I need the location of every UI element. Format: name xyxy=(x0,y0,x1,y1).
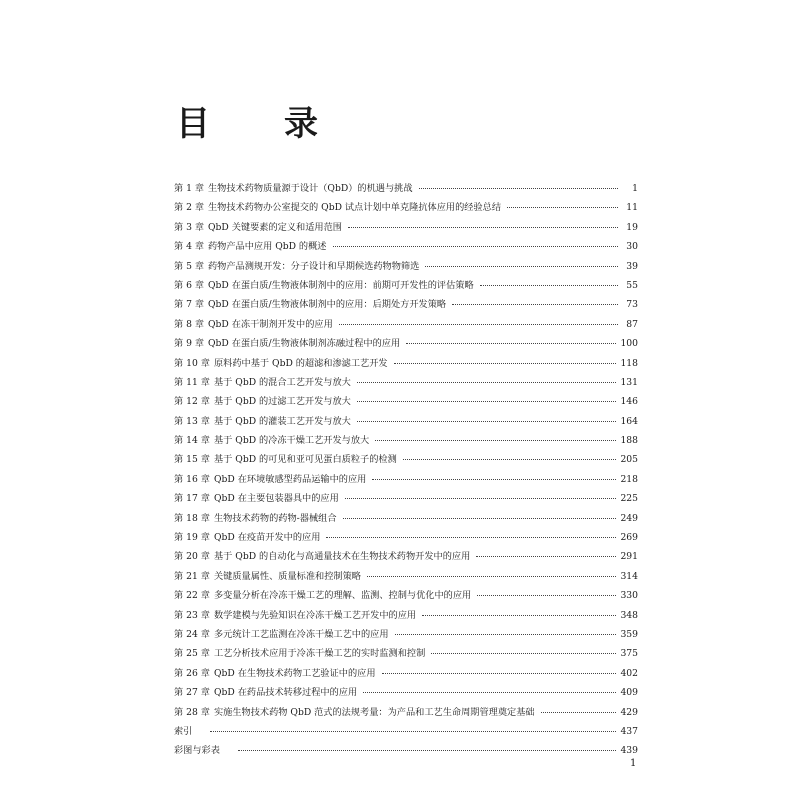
toc-page-number: 100 xyxy=(620,338,638,350)
toc-dot-leader xyxy=(367,576,616,577)
toc-dot-leader xyxy=(345,498,617,499)
toc-dot-leader xyxy=(419,188,618,189)
toc-page-number: 73 xyxy=(626,299,638,311)
toc-page-number: 11 xyxy=(626,202,638,214)
toc-chapter-title: 关键质量属性、质量标准和控制策略 xyxy=(214,570,361,582)
toc-dot-leader xyxy=(326,537,616,538)
toc-entry[interactable] xyxy=(174,432,638,451)
toc-page-number: 291 xyxy=(620,551,638,563)
toc-page-number: 359 xyxy=(620,628,638,640)
toc-chapter-title: QbD 在生物技术药物工艺验证中的应用 xyxy=(214,667,376,679)
toc-chapter-number: 第 11 章 xyxy=(174,376,210,388)
toc-entry[interactable] xyxy=(174,219,638,238)
toc-page-number: 30 xyxy=(626,241,638,253)
toc-chapter-number: 第 16 章 xyxy=(174,473,210,485)
toc-chapter-number: 第 19 章 xyxy=(174,532,210,544)
toc-entry[interactable] xyxy=(174,451,638,470)
toc-dot-leader xyxy=(357,401,617,402)
toc-chapter-title: 实施生物技术药物 QbD 范式的法规考量：为产品和工艺生命周期管理奠定基础 xyxy=(214,706,535,718)
toc-chapter-title: QbD 在蛋白质/生物液体制剂冻融过程中的应用 xyxy=(208,338,401,350)
toc-dot-leader xyxy=(348,227,618,228)
toc-chapter-title: 基于 QbD 的混合工艺开发与放大 xyxy=(214,376,351,388)
toc-entry[interactable] xyxy=(174,510,638,529)
toc-page-number: 218 xyxy=(620,473,638,485)
toc-chapter-title: QbD 在环境敏感型药品运输中的应用 xyxy=(214,473,367,485)
toc-chapter-number: 第 23 章 xyxy=(174,609,210,621)
toc-chapter-title: QbD 关键要素的定义和适用范围 xyxy=(208,221,342,233)
toc-chapter-number: 索引 xyxy=(174,725,193,737)
toc-dot-leader xyxy=(395,634,617,635)
toc-chapter-title: 基于 QbD 的过滤工艺开发与放大 xyxy=(214,396,351,408)
toc-dot-leader xyxy=(431,653,616,654)
toc-entry[interactable] xyxy=(174,665,638,684)
toc-dot-leader xyxy=(477,595,616,596)
toc-chapter-title: 生物技术药物的药物-器械组合 xyxy=(214,512,337,524)
toc-dot-leader xyxy=(541,712,617,713)
toc-page-number: 39 xyxy=(626,260,638,272)
toc-chapter-title: 数学建模与先验知识在冷冻干燥工艺开发中的应用 xyxy=(214,609,417,621)
toc-entry[interactable] xyxy=(174,471,638,490)
toc-page-number: 314 xyxy=(620,570,638,582)
toc-page-number: 225 xyxy=(620,493,638,505)
toc-chapter-title: 生物技术药物办公室提交的 QbD 试点计划中单克隆抗体应用的经验总结 xyxy=(208,202,502,214)
toc-entry[interactable] xyxy=(174,258,638,277)
toc-entry[interactable] xyxy=(174,180,638,199)
toc-entry[interactable] xyxy=(174,587,638,606)
toc-dot-leader xyxy=(403,459,617,460)
toc-chapter-number: 第 28 章 xyxy=(174,706,210,718)
toc-entry[interactable] xyxy=(174,626,638,645)
toc-page-number: 131 xyxy=(620,376,638,388)
toc-chapter-number: 第 25 章 xyxy=(174,648,210,660)
toc-entry[interactable] xyxy=(174,296,638,315)
toc-chapter-number: 第 10 章 xyxy=(174,357,210,369)
toc-chapter-number: 彩图与彩表 xyxy=(174,745,220,757)
toc-chapter-number: 第 21 章 xyxy=(174,570,210,582)
toc-chapter-number: 第 5 章 xyxy=(174,260,205,272)
toc-page-number: 437 xyxy=(620,725,638,737)
toc-chapter-number: 第 7 章 xyxy=(174,299,205,311)
toc-page-number: 429 xyxy=(620,706,638,718)
toc-page-number: 269 xyxy=(620,532,638,544)
toc-chapter-title: 药物产品测规开发：分子设计和早期候选药物物筛选 xyxy=(208,260,420,272)
toc-entry[interactable] xyxy=(174,316,638,335)
toc-dot-leader xyxy=(422,615,616,616)
toc-dot-leader xyxy=(375,440,616,441)
toc-entry[interactable] xyxy=(174,684,638,703)
page-number: 1 xyxy=(630,758,637,769)
toc-dot-leader xyxy=(394,363,617,364)
toc-entry[interactable] xyxy=(174,355,638,374)
toc-page-number: 1 xyxy=(632,183,638,194)
toc-page-number: 205 xyxy=(620,454,638,466)
toc-entry[interactable] xyxy=(174,742,638,761)
toc-entry[interactable] xyxy=(174,704,638,723)
toc-page-number: 188 xyxy=(620,435,638,447)
toc-chapter-title: 基于 QbD 的可见和亚可见蛋白质粒子的检测 xyxy=(214,454,397,466)
toc-entry[interactable] xyxy=(174,335,638,354)
toc-page-number: 409 xyxy=(620,687,638,699)
toc-chapter-number: 第 13 章 xyxy=(174,415,210,427)
toc-dot-leader xyxy=(210,731,616,732)
toc-chapter-number: 第 18 章 xyxy=(174,512,210,524)
toc-entry[interactable] xyxy=(174,199,638,218)
page-title: 目 录 xyxy=(176,104,338,144)
toc-dot-leader xyxy=(357,382,617,383)
toc-dot-leader xyxy=(507,207,618,208)
toc-entry[interactable] xyxy=(174,413,638,432)
toc-chapter-title: 多元统计工艺监测在冷冻干燥工艺中的应用 xyxy=(214,628,389,640)
toc-chapter-number: 第 6 章 xyxy=(174,279,205,291)
toc-chapter-title: 药物产品中应用 QbD 的概述 xyxy=(208,241,327,253)
toc-chapter-title: QbD 在蛋白质/生物液体制剂中的应用：后期处方开发策略 xyxy=(208,299,447,311)
toc-entry[interactable] xyxy=(174,529,638,548)
toc-chapter-number: 第 24 章 xyxy=(174,628,210,640)
toc-chapter-title: 基于 QbD 的灌装工艺开发与放大 xyxy=(214,415,351,427)
toc-chapter-number: 第 15 章 xyxy=(174,454,210,466)
toc-entry[interactable] xyxy=(174,548,638,567)
toc-chapter-title: QbD 在冻干制剂开发中的应用 xyxy=(208,318,333,330)
toc-chapter-title: 工艺分析技术应用于冷冻干燥工艺的实时监测和控制 xyxy=(214,648,426,660)
toc-chapter-title: 多变量分析在冷冻干燥工艺的理解、监测、控制与优化中的应用 xyxy=(214,590,472,602)
toc-chapter-title: QbD 在蛋白质/生物液体制剂中的应用：前期可开发性的评估策略 xyxy=(208,279,474,291)
toc-chapter-title: QbD 在疫苗开发中的应用 xyxy=(214,532,321,544)
toc-page-number: 164 xyxy=(620,415,638,427)
toc-dot-leader xyxy=(372,479,616,480)
toc-page-number: 249 xyxy=(620,512,638,524)
toc-page-number: 55 xyxy=(626,279,638,291)
toc-dot-leader xyxy=(382,673,617,674)
toc-page-number: 402 xyxy=(620,667,638,679)
toc-chapter-number: 第 26 章 xyxy=(174,667,210,679)
toc-entry[interactable] xyxy=(174,645,638,664)
toc-page-number: 87 xyxy=(626,318,638,330)
toc-dot-leader xyxy=(406,343,616,344)
toc-page-number: 348 xyxy=(620,609,638,621)
toc-chapter-number: 第 1 章 xyxy=(174,183,205,194)
toc-dot-leader xyxy=(476,556,616,557)
toc-dot-leader xyxy=(452,304,618,305)
toc-dot-leader xyxy=(343,518,617,519)
toc-page-number: 19 xyxy=(626,221,638,233)
toc-entry[interactable] xyxy=(174,238,638,257)
toc-entry[interactable] xyxy=(174,723,638,742)
toc-page-number: 375 xyxy=(620,648,638,660)
toc-dot-leader xyxy=(480,285,618,286)
toc-page-number: 439 xyxy=(620,745,638,757)
toc-chapter-title: 基于 QbD 的冷冻干燥工艺开发与放大 xyxy=(214,435,370,447)
toc-chapter-number: 第 8 章 xyxy=(174,318,205,330)
toc-chapter-number: 第 20 章 xyxy=(174,551,210,563)
toc-entry[interactable] xyxy=(174,277,638,296)
toc-chapter-title: QbD 在主要包装器具中的应用 xyxy=(214,493,339,505)
toc-dot-leader xyxy=(333,246,619,247)
toc-chapter-number: 第 17 章 xyxy=(174,493,210,505)
toc-page-number: 118 xyxy=(620,357,638,369)
toc-page-number: 330 xyxy=(620,590,638,602)
toc-dot-leader xyxy=(363,692,616,693)
toc-chapter-title: 原料药中基于 QbD 的超滤和渗滤工艺开发 xyxy=(214,357,388,369)
toc-page-number: 146 xyxy=(620,396,638,408)
toc-chapter-number: 第 22 章 xyxy=(174,590,210,602)
toc-chapter-number: 第 2 章 xyxy=(174,202,205,214)
toc-chapter-number: 第 3 章 xyxy=(174,221,205,233)
toc-chapter-number: 第 9 章 xyxy=(174,338,205,350)
toc-dot-leader xyxy=(357,421,617,422)
toc-entry[interactable] xyxy=(174,393,638,412)
toc-entry[interactable] xyxy=(174,374,638,393)
toc-chapter-number: 第 12 章 xyxy=(174,396,210,408)
toc-chapter-title: QbD 在药品技术转移过程中的应用 xyxy=(214,687,358,699)
toc-chapter-number: 第 14 章 xyxy=(174,435,210,447)
toc-entry[interactable] xyxy=(174,490,638,509)
toc-entry[interactable] xyxy=(174,568,638,587)
toc-entry[interactable] xyxy=(174,607,638,626)
toc-dot-leader xyxy=(425,266,618,267)
toc-chapter-number: 第 4 章 xyxy=(174,241,205,253)
toc-dot-leader xyxy=(339,324,618,325)
table-of-contents xyxy=(174,180,638,762)
toc-chapter-title: 基于 QbD 的自动化与高通量技术在生物技术药物开发中的应用 xyxy=(214,551,471,563)
toc-chapter-number: 第 27 章 xyxy=(174,687,210,699)
toc-dot-leader xyxy=(238,750,617,751)
toc-chapter-title: 生物技术药物质量源于设计（QbD）的机遇与挑战 xyxy=(208,183,413,194)
